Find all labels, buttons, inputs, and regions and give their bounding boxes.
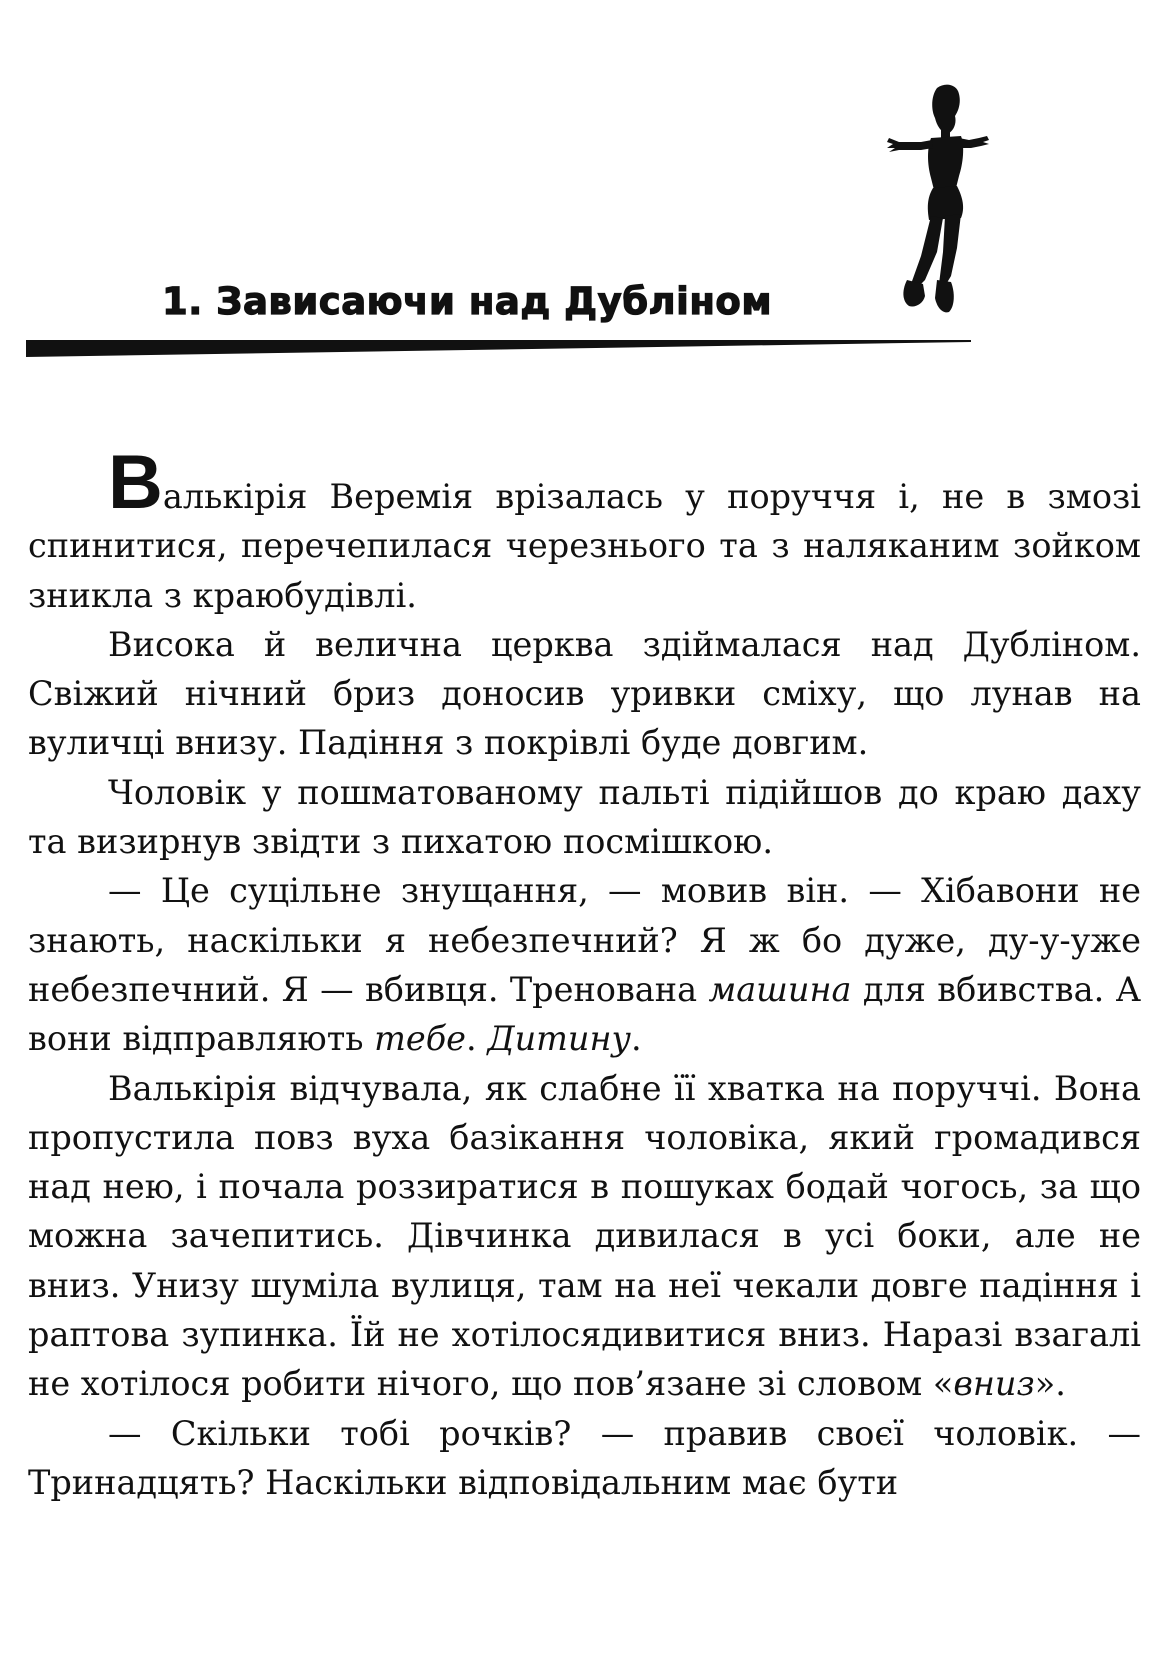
paragraph-4-text-d: .	[630, 1019, 642, 1059]
paragraph-1-text: алькірія Веремія врізалась у поруччя і, не в змозі спинитися, перечепилася черезнього та з наляканим зойком зникла з краюбудівлі.	[28, 477, 1141, 615]
chapter-title: 1. Зависаючи над Дубліном	[162, 280, 773, 323]
paragraph-6: — Скільки тобі рочків? — правив своєї чоловік. — Тринадцять? Наскільки відповідальним має бути	[28, 1413, 1141, 1502]
paragraph-3: Чоловік у пошматованому пальті підійшов до краю даху та визирнув звідти з пихатою посмішкою.	[28, 772, 1141, 862]
paragraph-5	[28, 1064, 1141, 1409]
paragraph-4-italic-b: тебе	[374, 1019, 467, 1059]
drop-cap-letter: В	[108, 440, 163, 525]
chapter-header	[0, 0, 1167, 380]
paragraph-4-italic-a: машина	[708, 969, 852, 1009]
chapter-body-text	[28, 440, 1141, 1507]
dancing-girl-silhouette-icon	[885, 80, 990, 320]
paragraph-4-text-a: — Це суцільне знущання, — мовив він. — Хібавони не знають, наскільки я небезпечний? Я ж бо дуже, ду-у-уже небезпечний. Я — вбивця. Тренована	[28, 871, 1141, 1009]
title-divider-rule	[26, 340, 971, 360]
paragraph-5-italic-a: вниз	[953, 1364, 1035, 1404]
paragraph-4-text-c: .	[466, 1019, 488, 1059]
paragraph-4-text-b: для вбивства. А вони відправляють	[28, 969, 1141, 1059]
paragraph-2: Висока й велична церква здіймалася над Дубліном. Свіжий нічний бриз доносив уривки сміху, що лунав на вуличці внизу. Падіння з покрівлі буде довгим.	[28, 624, 1141, 763]
paragraph-5-text-a: Валькірія відчувала, як слабне її хватка на поруччі. Вона пропустила повз вуха базікання чоловіка, який громадився над нею, і почала роззиратися в пошуках бодай чогось, за що можна зачепитись. Дівчинка дивилася в усі боки, але не вниз. Унизу шуміла вулиця, там на неї чекали довге падіння і раптова зупинка. Їй не хотілосядивитися вниз. Наразі взагалі не хотілося робити нічого, що пов’язане зі словом «	[28, 1068, 1141, 1404]
paragraph-1	[28, 440, 1141, 620]
paragraph-5-text-b: ».	[1034, 1364, 1066, 1404]
paragraph-4-italic-c: Дитину	[487, 1019, 631, 1059]
paragraph-4	[28, 866, 1141, 1063]
